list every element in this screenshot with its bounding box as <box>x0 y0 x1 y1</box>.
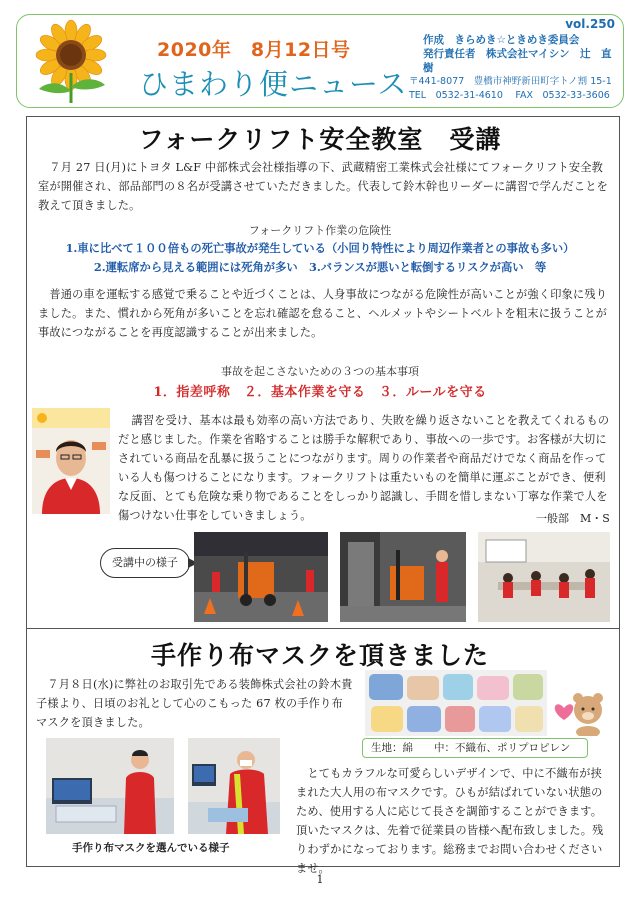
sunflower-logo-icon <box>25 17 117 105</box>
newsletter-header <box>16 14 624 108</box>
training-photo-2 <box>340 532 466 622</box>
interview-text: 講習を受け、基本は最も効率の高い方法であり、失敗を繰り返さないことを教えてくれるものだと感じました。作業を省略することは勝手な解釈であり、事故への一歩です。お客様が大切にされている商品を乱暴に扱うことにつながります。周りの作業者や商品だけでなく商品を作っている人も傷つけることになります。フォークリフトは重たいものを簡単に運ぶことができ、便利な反面、とても危険な乗り物であることをしっかり認識し、手間を惜しまない丁寧な作業で人を傷つけない仕事をしていきましょう。 <box>118 414 610 522</box>
article2-intro: ７月８日(水)に弊社のお取引先である装飾株式会社の鈴木貴子様より、日頃のお礼として心のこもった 67 枚の手作り布マスクを頂きました。 <box>36 678 353 729</box>
mask-selection-photo-1 <box>46 738 174 834</box>
material-label: 生地：綿 中：不織布、ポリプロピレン <box>362 738 588 758</box>
interviewee-photo <box>32 408 110 514</box>
danger-item-1: 1.車に比べて１００倍もの死亡事故が発生している（小回り特性により周辺作業者との事故も多い） <box>65 241 575 255</box>
training-photo-3 <box>478 532 610 622</box>
danger-item-2: 2.運転席から見える範囲には死角が多い 3.バランスが悪いと転倒するリスクが高い 等 <box>93 260 547 274</box>
address-line: 〒441-8077 豊橋市神野新田町字トノ割 15-1 <box>409 76 612 87</box>
danger-heading: フォークリフト作業の危険性 <box>248 224 392 237</box>
article2-title: 手作り布マスクを頂きました <box>150 641 489 670</box>
volume-number: vol.250 <box>565 17 615 31</box>
author-line: 作成 きらめき☆ときめき委員会 <box>423 34 580 46</box>
photo-caption-bubble: 受講中の様子 <box>100 548 190 578</box>
bear-heart-icon <box>552 688 608 736</box>
article1-body: 普通の車を運転する感覚で乗ることや近づくことは、人身事故につながる危険性が高いことが強く印象に残りました。また、慣れから死角が多いことを忘れ確認を怠ること、ヘルメットやシートベルトを粗末に扱うことが事故につながることを再度認識することが出来ました。 <box>38 288 608 339</box>
article1-title: フォークリフト安全教室 受講 <box>138 125 502 154</box>
page-number: 1 <box>316 873 324 886</box>
publisher-line: 発行責任者 株式会社マイシン 辻 直樹 <box>423 48 612 74</box>
issue-date: 2020年 8月12日号 <box>157 39 351 61</box>
article1-intro: ７月 27 日(月)にトヨタ L&F 中部株式会社様指導の下、武蔵精密工業株式会社様にてフォークリフト安全教室が開催され、部品部門の８名が受講させていただきました。代表して鈴木幹也リーダーに講習で学んだことを教えて頂きました。 <box>38 161 609 212</box>
article2-body: とてもカラフルな可愛らしいデザインで、中に不織布が挟まれた大人用の布マスクです。ひもが結ばれていない状態のため、使用する人に応じて長さを調節することができます。頂いたマスクは、先着で従業員の皆様へ配布致しました。残りわずかになっております。総務までお問い合わせくださいませ。 <box>296 767 604 875</box>
basic-rules-items: 1．指差呼称 ２．基本作業を守る ３．ルールを守る <box>153 385 487 400</box>
mask-photo-caption: 手作り布マスクを選んでいる様子 <box>72 842 230 854</box>
article1-signature: 一般部 M・S <box>536 512 610 525</box>
newsletter-title: ひまわり便ニュース <box>139 67 408 101</box>
contact-line: TEL 0532-31-4610 FAX 0532-33-3606 <box>409 90 610 101</box>
publisher-info <box>409 33 619 103</box>
mask-selection-photo-2 <box>188 738 280 834</box>
basic-rules-heading: 事故を起こさないための３つの基本事項 <box>221 365 419 378</box>
masks-photo <box>365 670 547 736</box>
training-photo-1 <box>194 532 328 622</box>
